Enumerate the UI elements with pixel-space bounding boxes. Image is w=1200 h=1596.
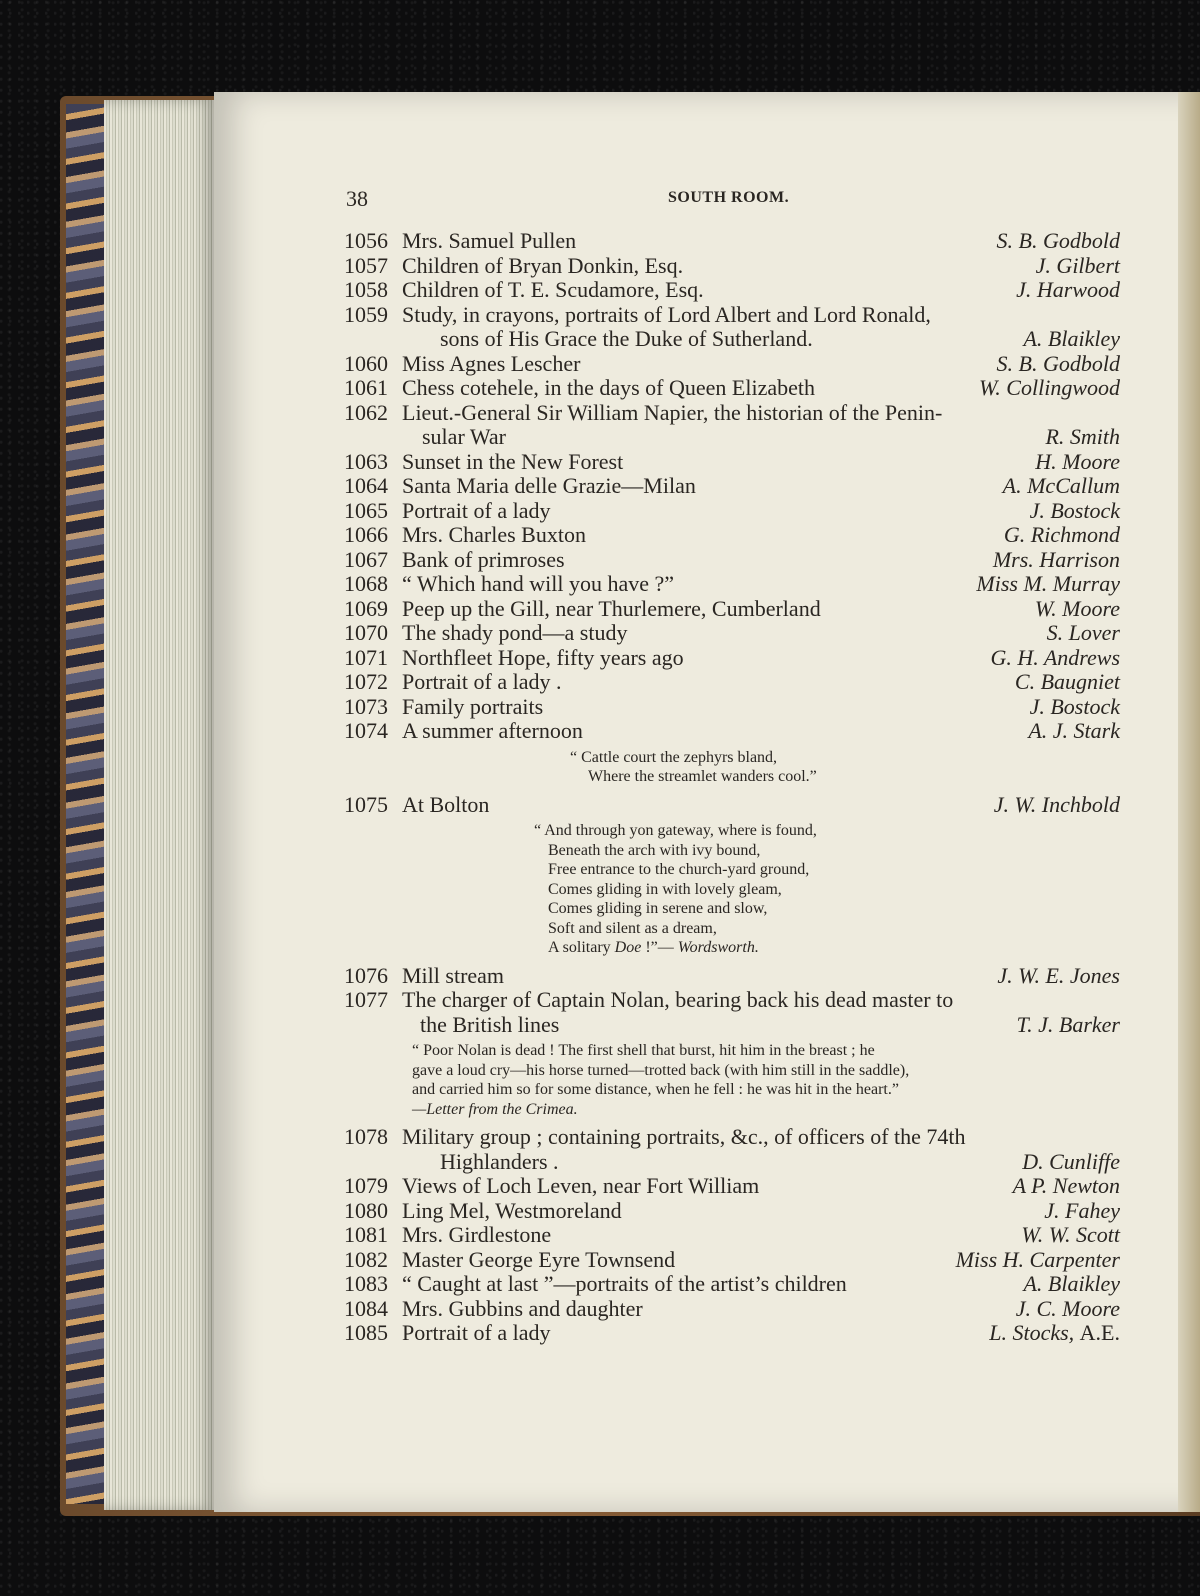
entry-title: Study, in crayons, portraits of Lord Albert and Lord Ronald, bbox=[402, 301, 931, 327]
catalogue-entry bbox=[340, 450, 1120, 475]
artist-name: A P. Newton bbox=[1012, 1173, 1120, 1198]
entry-row bbox=[340, 597, 1120, 622]
catalogue-entry bbox=[340, 1223, 1120, 1248]
artist-name: C. Baugniet bbox=[1014, 669, 1120, 694]
artist-name: D. Cunliffe bbox=[1022, 1148, 1120, 1174]
artist-name: S. Lover bbox=[1046, 620, 1120, 645]
page-edges bbox=[104, 100, 216, 1510]
artist-name: Miss H. Carpenter bbox=[955, 1246, 1120, 1272]
entry-row bbox=[340, 254, 1120, 279]
entry-title: Santa Maria delle Grazie—Milan bbox=[402, 473, 696, 498]
entry-title: Mrs. Girdlestone bbox=[402, 1222, 552, 1247]
artist-name: J. Bostock bbox=[1029, 497, 1120, 523]
entry-artist bbox=[997, 352, 1120, 377]
artist-name: A. McCallum bbox=[1002, 473, 1120, 498]
artist-name: S. B. Godbold bbox=[996, 350, 1120, 376]
running-head: SOUTH ROOM. bbox=[668, 189, 790, 206]
catalogue-entry bbox=[340, 474, 1120, 499]
entry-number: 1069 bbox=[344, 595, 388, 621]
catalogue-entry bbox=[340, 1297, 1120, 1322]
entry-artist bbox=[1030, 695, 1120, 720]
quote-attribution: Wordsworth. bbox=[677, 939, 759, 956]
entry-title: Peep up the Gill, near Thurlemere, Cumberland bbox=[402, 595, 821, 621]
entry-title-continued: the British lines bbox=[420, 1011, 560, 1037]
entry-title: Mill stream bbox=[402, 962, 505, 988]
entry-title: Children of Bryan Donkin, Esq. bbox=[402, 252, 684, 278]
entry-title: A summer afternoon bbox=[402, 718, 583, 743]
quote-text: A solitary bbox=[548, 939, 615, 956]
entry-row bbox=[340, 572, 1120, 597]
entry-artist bbox=[990, 646, 1120, 671]
entry-title: Lieut.-General Sir William Napier, the historian of the Penin- bbox=[402, 399, 943, 425]
entry-artist bbox=[993, 548, 1120, 573]
catalogue-entry bbox=[340, 719, 1120, 787]
quote-line: “ Cattle court the zephyrs bland, bbox=[570, 748, 778, 766]
entry-row bbox=[340, 1174, 1120, 1199]
entry-row-continued bbox=[340, 327, 1120, 352]
catalogue-entry bbox=[340, 572, 1120, 597]
artist-name: H. Moore bbox=[1035, 448, 1120, 474]
entry-row bbox=[340, 401, 1120, 426]
quote-line: Where the streamlet wanders cool.” bbox=[588, 768, 817, 785]
artist-name: A. J. Stark bbox=[1028, 718, 1120, 743]
artist-name: J. Harwood bbox=[1016, 277, 1120, 302]
entry-number: 1066 bbox=[344, 522, 388, 547]
entry-number: 1082 bbox=[344, 1246, 388, 1272]
quote-line: “ Poor Nolan is dead ! The first shell that burst, hit him in the breast ; he bbox=[412, 1042, 875, 1059]
catalogue-entry bbox=[340, 1199, 1120, 1224]
entry-title-continued: Highlanders . bbox=[440, 1148, 559, 1174]
entry-title: Miss Agnes Lescher bbox=[402, 350, 581, 376]
entry-number: 1080 bbox=[344, 1197, 388, 1223]
entry-row bbox=[340, 646, 1120, 671]
marbled-edge bbox=[66, 104, 106, 1504]
entry-quote bbox=[340, 821, 1120, 958]
entry-row bbox=[340, 719, 1120, 744]
entry-row-continued bbox=[340, 425, 1120, 450]
entry-title: Mrs. Gubbins and daughter bbox=[402, 1295, 643, 1321]
catalogue-entry bbox=[340, 499, 1120, 524]
entry-title: Views of Loch Leven, near Fort William bbox=[402, 1173, 760, 1198]
catalogue-entry bbox=[340, 793, 1120, 958]
entry-artist bbox=[1035, 450, 1120, 475]
entry-artist bbox=[989, 1321, 1120, 1346]
entry-row bbox=[340, 1321, 1120, 1346]
artist-suffix: A.E. bbox=[1079, 1320, 1120, 1345]
entry-title: “ Caught at last ”—portraits of the artist’s children bbox=[402, 1271, 847, 1296]
entry-title: Children of T. E. Scudamore, Esq. bbox=[402, 277, 704, 302]
entry-row-continued bbox=[340, 1013, 1120, 1038]
catalogue-entry bbox=[340, 695, 1120, 720]
artist-name: J. Gilbert bbox=[1035, 252, 1120, 278]
entry-artist bbox=[1036, 254, 1120, 279]
entry-row bbox=[340, 303, 1120, 328]
catalogue-entry bbox=[340, 278, 1120, 303]
entry-title: Mrs. Samuel Pullen bbox=[402, 228, 577, 253]
entry-number: 1085 bbox=[344, 1320, 388, 1345]
entry-number: 1083 bbox=[344, 1271, 388, 1296]
page-number: 38 bbox=[346, 186, 368, 211]
entry-title: Master George Eyre Townsend bbox=[402, 1246, 676, 1272]
artist-name: G. H. Andrews bbox=[990, 644, 1120, 670]
page-header bbox=[346, 186, 1116, 210]
entry-artist bbox=[1021, 1223, 1120, 1248]
entry-title: Bank of primroses bbox=[402, 546, 565, 572]
catalogue-entry bbox=[340, 670, 1120, 695]
catalogue-entry bbox=[340, 523, 1120, 548]
entry-artist bbox=[1023, 327, 1120, 352]
entry-number: 1058 bbox=[344, 277, 388, 302]
entry-row bbox=[340, 670, 1120, 695]
catalogue-entry bbox=[340, 401, 1120, 450]
entry-title: Ling Mel, Westmoreland bbox=[402, 1197, 622, 1223]
catalogue-entry bbox=[340, 1321, 1120, 1346]
entry-number: 1075 bbox=[344, 791, 388, 817]
quote-source: —Letter from the Crimea. bbox=[412, 1100, 578, 1118]
entry-title: The shady pond—a study bbox=[402, 620, 628, 645]
entry-title-continued: sular War bbox=[422, 424, 506, 449]
quote-line: Free entrance to the church-yard ground, bbox=[548, 861, 810, 878]
artist-name: S. B. Godbold bbox=[996, 228, 1120, 253]
artist-name: Miss M. Murray bbox=[976, 571, 1120, 596]
entry-title: Chess cotehele, in the days of Queen Elizabeth bbox=[402, 375, 815, 400]
entry-row bbox=[340, 1297, 1120, 1322]
entry-artist bbox=[1023, 1272, 1120, 1297]
entry-title: Military group ; containing portraits, &c., of officers of the 74th bbox=[402, 1124, 966, 1149]
artist-name: W. Moore bbox=[1034, 595, 1120, 621]
entry-number: 1073 bbox=[344, 693, 388, 719]
entry-number: 1074 bbox=[344, 718, 388, 743]
entry-title: At Bolton bbox=[402, 791, 490, 817]
entry-number: 1056 bbox=[344, 228, 388, 253]
catalogue-entry bbox=[340, 1272, 1120, 1297]
entry-artist bbox=[1004, 523, 1120, 548]
artist-name: J. W. E. Jones bbox=[997, 962, 1120, 988]
entry-artist bbox=[1047, 621, 1120, 646]
entry-number: 1076 bbox=[344, 962, 388, 988]
entry-row bbox=[340, 695, 1120, 720]
entry-number: 1079 bbox=[344, 1173, 388, 1198]
entry-number: 1057 bbox=[344, 252, 388, 278]
entry-row bbox=[340, 1248, 1120, 1273]
catalogue-entry bbox=[340, 597, 1120, 622]
quote-italic: Doe bbox=[614, 939, 642, 956]
entry-number: 1062 bbox=[344, 399, 388, 425]
facing-page-edge bbox=[1178, 92, 1200, 1512]
entry-number: 1068 bbox=[344, 571, 388, 596]
artist-name: J. C. Moore bbox=[1015, 1295, 1120, 1321]
entry-row bbox=[340, 793, 1120, 818]
entry-row bbox=[340, 474, 1120, 499]
entry-number: 1078 bbox=[344, 1124, 388, 1149]
entry-row bbox=[340, 352, 1120, 377]
entry-number: 1077 bbox=[344, 987, 388, 1012]
entry-artist bbox=[1013, 1174, 1120, 1199]
artist-name: A. Blaikley bbox=[1023, 1271, 1120, 1296]
artist-name: T. J. Barker bbox=[1016, 1011, 1120, 1037]
entry-row bbox=[340, 499, 1120, 524]
quote-line: Comes gliding in with lovely gleam, bbox=[548, 880, 782, 898]
artist-name: R. Smith bbox=[1045, 424, 1120, 449]
entry-title: “ Which hand will you have ?” bbox=[402, 571, 675, 596]
entry-artist bbox=[1017, 1013, 1120, 1038]
entry-number: 1072 bbox=[344, 669, 388, 694]
entry-artist bbox=[1045, 425, 1120, 450]
entry-number: 1064 bbox=[344, 473, 388, 498]
entry-number: 1067 bbox=[344, 546, 388, 572]
entry-row bbox=[340, 988, 1120, 1013]
entry-quote bbox=[340, 748, 1120, 787]
catalogue-entry bbox=[340, 352, 1120, 377]
quote-line: gave a loud cry—his horse turned—trotted back (with him still in the saddle), bbox=[412, 1061, 910, 1079]
quote-line: “ And through yon gateway, where is found, bbox=[534, 822, 817, 839]
catalogue-entry bbox=[340, 1125, 1120, 1174]
artist-name: W. Collingwood bbox=[979, 375, 1120, 400]
entry-title: Northfleet Hope, fifty years ago bbox=[402, 644, 684, 670]
entry-row bbox=[340, 1223, 1120, 1248]
quote-line bbox=[534, 938, 1120, 958]
entry-artist bbox=[1003, 474, 1120, 499]
artist-name: Mrs. Harrison bbox=[992, 546, 1120, 572]
quote-line: and carried him so for some distance, when he fell : he was hit in the heart.” bbox=[412, 1081, 899, 1098]
entry-number: 1063 bbox=[344, 448, 388, 474]
catalogue-entry bbox=[340, 1174, 1120, 1199]
catalogue-entry bbox=[340, 964, 1120, 989]
artist-name: G. Richmond bbox=[1003, 522, 1120, 547]
entry-artist bbox=[1035, 597, 1120, 622]
entry-artist bbox=[1022, 1150, 1120, 1175]
artist-name: J. Fahey bbox=[1044, 1197, 1120, 1223]
entry-title: Sunset in the New Forest bbox=[402, 448, 624, 474]
entry-number: 1065 bbox=[344, 497, 388, 523]
catalogue-entry bbox=[340, 254, 1120, 279]
entry-title: Mrs. Charles Buxton bbox=[402, 522, 586, 547]
quote-line: Beneath the arch with ivy bound, bbox=[548, 841, 761, 859]
artist-name: J. W. Inchbold bbox=[993, 791, 1120, 817]
entry-number: 1081 bbox=[344, 1222, 388, 1247]
entry-number: 1061 bbox=[344, 375, 388, 400]
catalogue-entry bbox=[340, 1248, 1120, 1273]
entry-artist bbox=[1016, 1297, 1120, 1322]
catalogue-entry bbox=[340, 376, 1120, 401]
catalogue-entry bbox=[340, 303, 1120, 352]
entry-row bbox=[340, 278, 1120, 303]
entry-row bbox=[340, 450, 1120, 475]
entry-title: Portrait of a lady . bbox=[402, 669, 562, 694]
entry-artist bbox=[1030, 499, 1120, 524]
entry-row-continued bbox=[340, 1150, 1120, 1175]
entry-artist bbox=[1015, 670, 1120, 695]
entry-artist bbox=[1016, 278, 1120, 303]
quote-line: Comes gliding in serene and slow, bbox=[548, 900, 768, 917]
entry-artist bbox=[976, 572, 1120, 597]
quote-line: Soft and silent as a dream, bbox=[548, 919, 717, 937]
artist-name: J. Bostock bbox=[1029, 693, 1120, 719]
catalogue-entry bbox=[340, 621, 1120, 646]
artist-name: A. Blaikley bbox=[1023, 326, 1120, 351]
entry-row bbox=[340, 523, 1120, 548]
entry-number: 1059 bbox=[344, 301, 388, 327]
entry-row bbox=[340, 376, 1120, 401]
entry-title: Portrait of a lady bbox=[402, 1320, 551, 1345]
entry-artist bbox=[997, 964, 1120, 989]
entry-row bbox=[340, 964, 1120, 989]
entry-artist bbox=[997, 229, 1120, 254]
entry-row bbox=[340, 229, 1120, 254]
catalogue-entries bbox=[340, 229, 1120, 1346]
entry-title: Family portraits bbox=[402, 693, 544, 719]
entry-artist bbox=[994, 793, 1120, 818]
entry-artist bbox=[1044, 1199, 1120, 1224]
quote-text: !”— bbox=[641, 939, 678, 956]
entry-title-continued: sons of His Grace the Duke of Sutherland. bbox=[440, 326, 813, 351]
entry-number: 1060 bbox=[344, 350, 388, 376]
entry-row bbox=[340, 1199, 1120, 1224]
entry-row bbox=[340, 1272, 1120, 1297]
catalogue-entry bbox=[340, 988, 1120, 1119]
entry-number: 1071 bbox=[344, 644, 388, 670]
entry-quote bbox=[340, 1041, 1120, 1119]
catalogue-entry bbox=[340, 646, 1120, 671]
entry-number: 1084 bbox=[344, 1295, 388, 1321]
entry-row bbox=[340, 1125, 1120, 1150]
catalogue-entry bbox=[340, 229, 1120, 254]
artist-name: W. W. Scott bbox=[1021, 1222, 1120, 1247]
entry-artist bbox=[956, 1248, 1120, 1273]
entry-title: The charger of Captain Nolan, bearing back his dead master to bbox=[402, 987, 954, 1012]
entry-number: 1070 bbox=[344, 620, 388, 645]
entry-row bbox=[340, 621, 1120, 646]
entry-row bbox=[340, 548, 1120, 573]
entry-title: Portrait of a lady bbox=[402, 497, 551, 523]
catalogue-entry bbox=[340, 548, 1120, 573]
artist-name: L. Stocks, bbox=[989, 1320, 1075, 1345]
entry-artist bbox=[1028, 719, 1120, 744]
entry-artist bbox=[979, 376, 1120, 401]
